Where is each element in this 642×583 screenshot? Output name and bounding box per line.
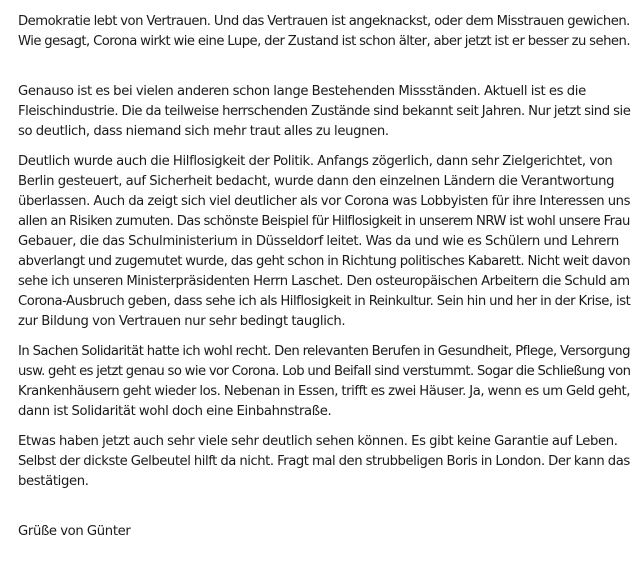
text-line: In Sachen Solidarität hatte ich wohl recht. Den relevanten Berufen in Gesundheit, Pflege, Versorgung — [18, 344, 630, 359]
text-line: überlassen. Auch da zeigt sich viel deutlicher als vor Corona was Lobbyisten für ihre Interessen uns — [18, 194, 631, 209]
paragraph-5 — [18, 432, 630, 492]
paragraph-spacer — [18, 492, 630, 522]
signature-text: Grüße von Günter — [18, 524, 131, 539]
text-line: abverlangt und zugemutet wurde, das geht schon in Richtung politisches Kabarett. Nicht weit davon — [18, 254, 631, 269]
paragraph-spacer — [18, 142, 630, 152]
text-line: Wie gesagt, Corona wirkt wie eine Lupe, der Zustand ist schon älter, aber jetzt ist er besser zu sehen. — [18, 34, 630, 49]
text-line: usw. geht es jetzt genau so wie vor Corona. Lob und Beifall sind verstummt. Sogar die Schließung von — [18, 364, 631, 379]
text-line: Corona-Ausbruch geben, dass sehe ich als Hilflosigkeit in Reinkultur. Sein hin und her in der Krise, ist — [18, 294, 631, 309]
paragraph-2 — [18, 82, 630, 142]
text-line: so deutlich, dass niemand sich mehr traut alles zu leugnen. — [18, 124, 389, 139]
paragraph-spacer — [18, 332, 630, 342]
text-line: sehe ich unseren Ministerpräsidenten Herrn Laschet. Den osteuropäischen Arbeitern die Schuld am — [18, 274, 630, 289]
text-line: allen an Risiken zumuten. Das schönste Beispiel für Hilflosigkeit in unserem NRW ist wohl unsere Frau — [18, 214, 630, 229]
paragraph-spacer — [18, 422, 630, 432]
text-line: Fleischindustrie. Die da teilweise herrschenden Zustände sind bekannt seit Jahren. Nur jetzt sind sie — [18, 104, 631, 119]
text-line: Selbst der dickste Gelbeutel hilft da nicht. Fragt mal den strubbeligen Boris in London. Der kann das — [18, 454, 630, 469]
text-line: Deutlich wurde auch die Hilflosigkeit der Politik. Anfangs zögerlich, dann sehr Zielgerichtet, von — [18, 154, 613, 169]
text-line: Demokratie lebt von Vertrauen. Und das Vertrauen ist angeknackst, oder dem Misstrauen gewichen. — [18, 14, 630, 29]
text-line: Gebauer, die das Schulministerium in Düsseldorf leitet. Was da und wie es Schülern und Lehrern — [18, 234, 619, 249]
paragraph-spacer — [18, 52, 630, 82]
paragraph-3 — [18, 152, 630, 332]
text-line: bestätigen. — [18, 474, 89, 489]
paragraph-4 — [18, 342, 630, 422]
text-line: Berlin gesteuert, auf Sicherheit bedacht, wurde dann den einzelnen Ländern die Verantwortung — [18, 174, 615, 189]
text-line: dann ist Solidarität wohl doch eine Einbahnstraße. — [18, 404, 332, 419]
text-line: Krankenhäusern geht wieder los. Nebenan in Essen, trifft es zwei Häuser. Ja, wenn es um Geld geht, — [18, 384, 630, 399]
signature — [18, 522, 630, 542]
text-line: Genauso ist es bei vielen anderen schon lange Bestehenden Missständen. Aktuell ist es die — [18, 84, 586, 99]
document-body — [18, 12, 630, 542]
paragraph-1 — [18, 12, 630, 52]
text-line: zur Bildung von Vertrauen nur sehr bedingt tauglich. — [18, 314, 346, 329]
text-line: Etwas haben jetzt auch sehr viele sehr deutlich sehen können. Es gibt keine Garantie auf Leben. — [18, 434, 618, 449]
